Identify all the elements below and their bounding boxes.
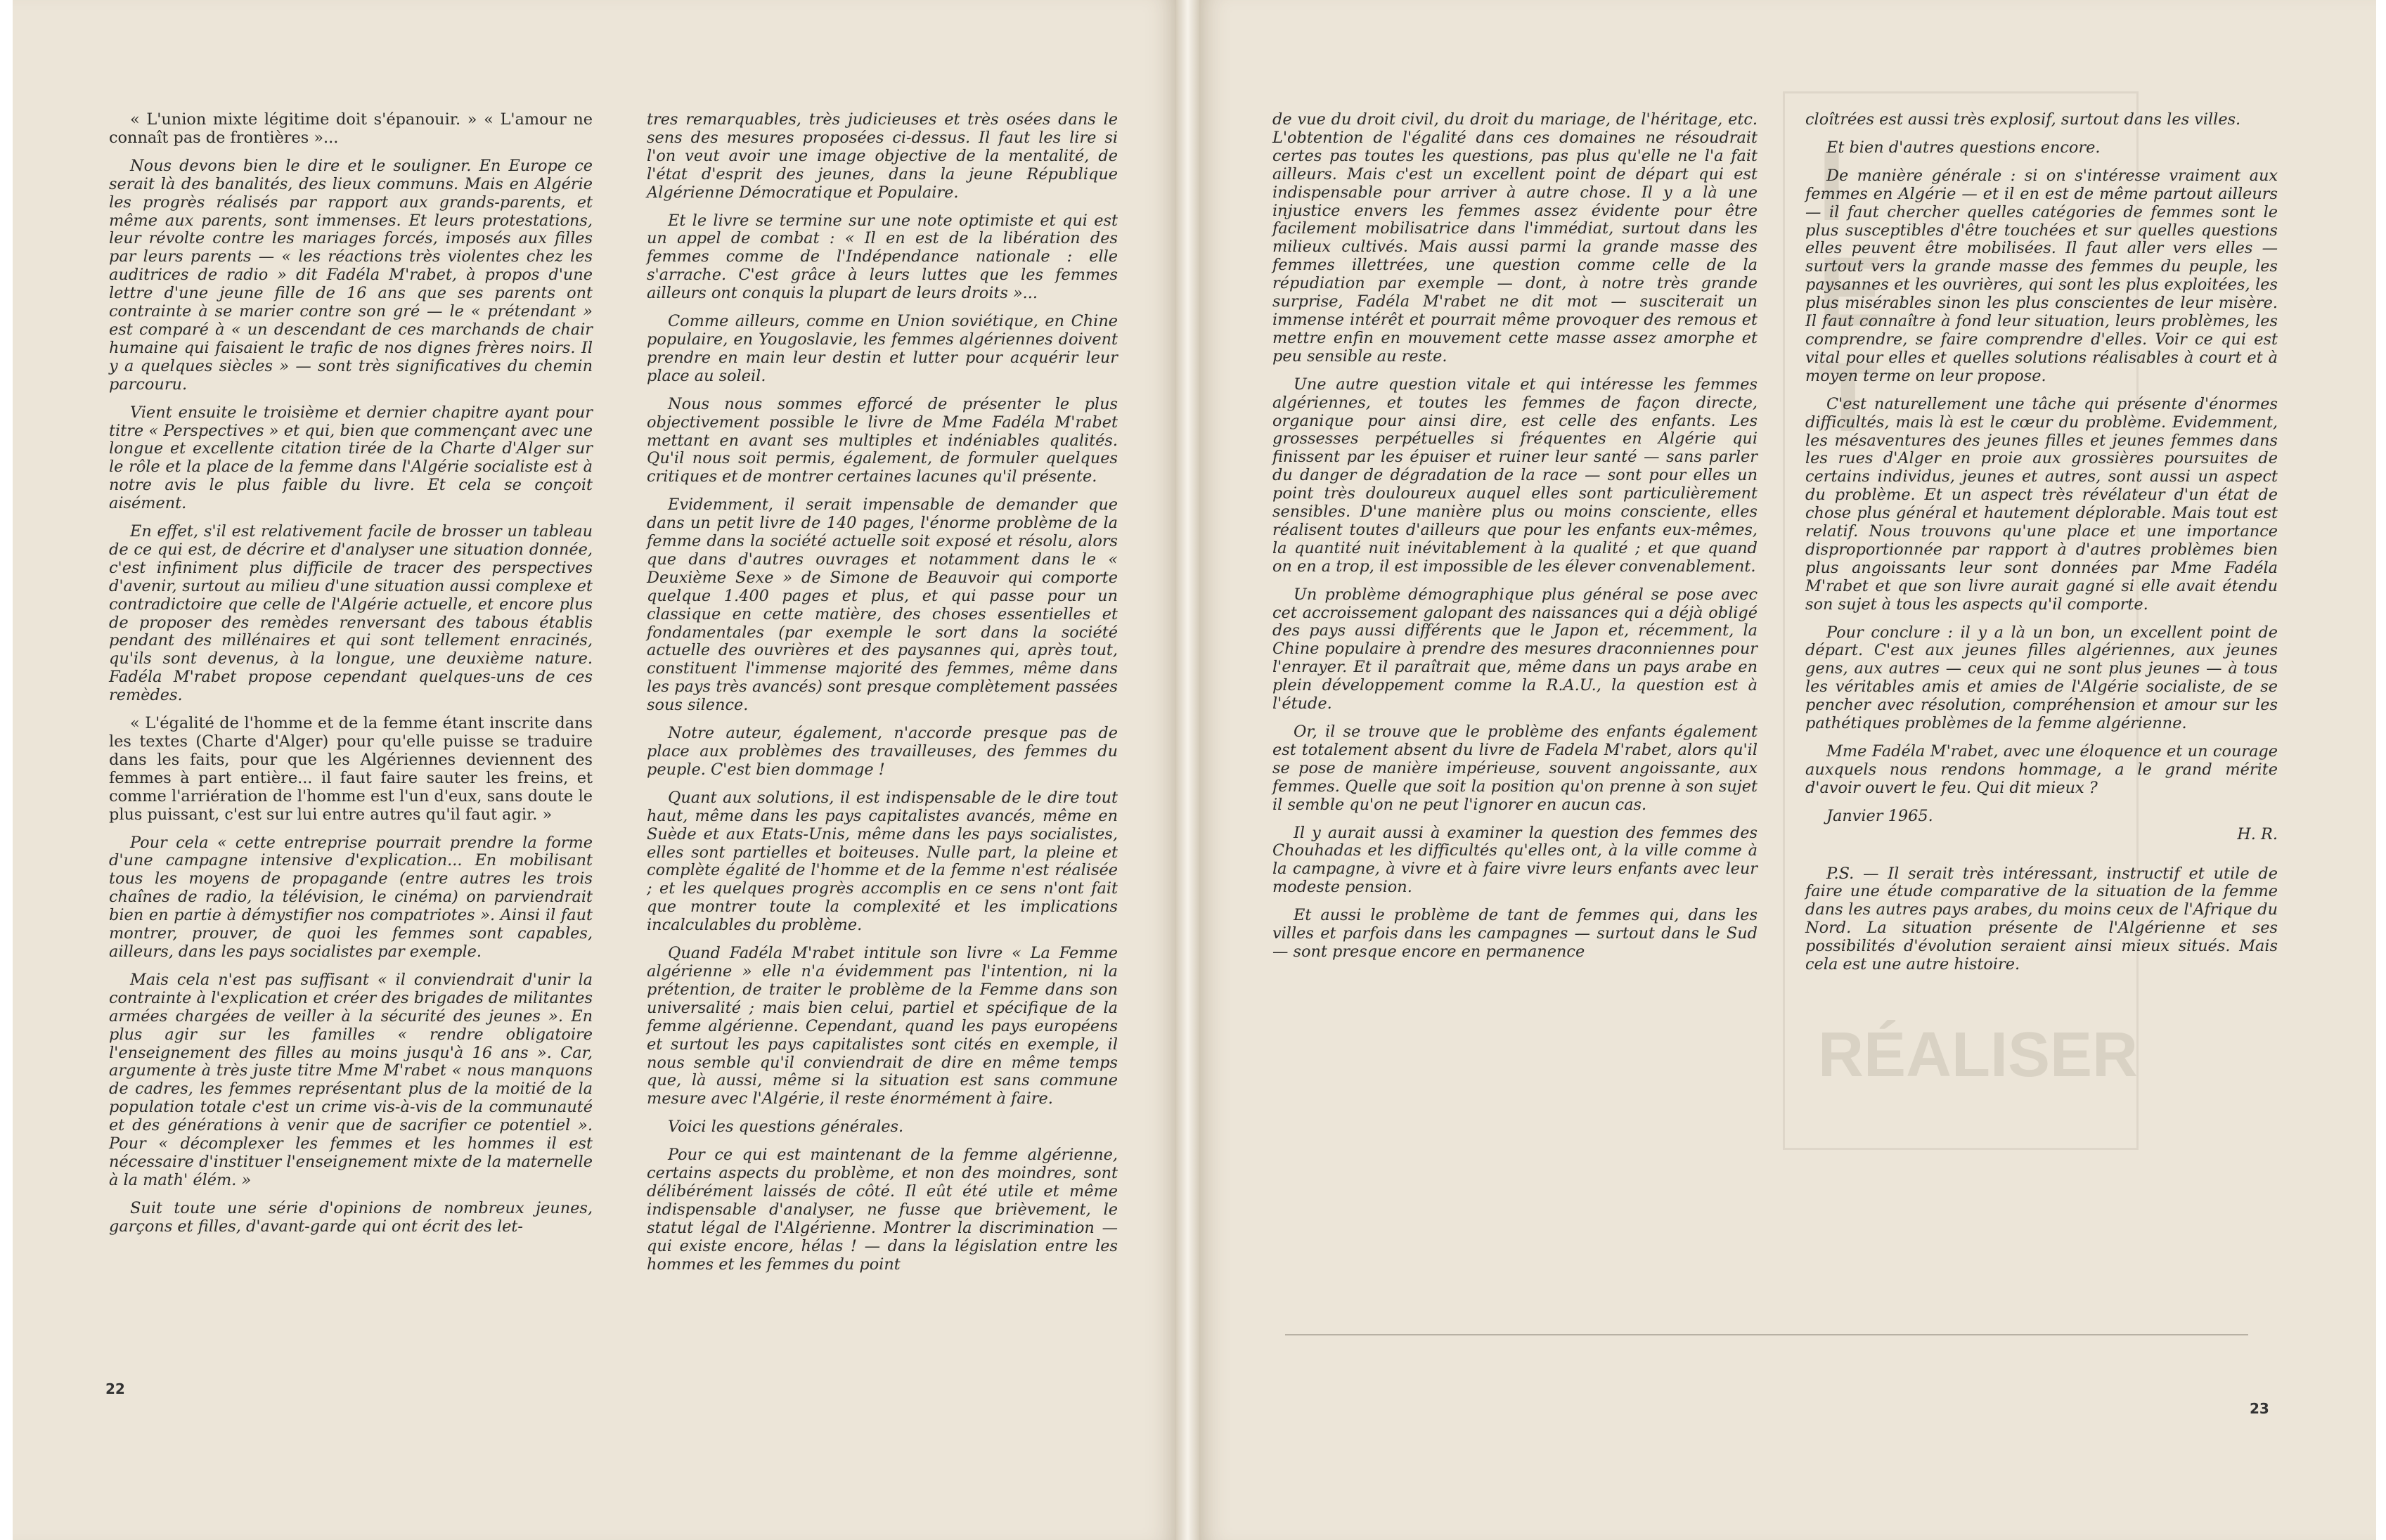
text-column-2 — [647, 111, 1118, 1283]
paragraph: De manière générale : si on s'intéresse vraiment aux femmes en Algérie — et il en est de même partout ailleurs — il faut chercher quelles catégories de femmes sont le plus susceptibles d'être touchées et sur quelles questions elles peuvent être mobilisées. Il faut aller vers elles — surtout vers la grande masse des femmes du peuple, les paysannes et les ouvrières, qui sont les plus exploitées, les plus misérables sinon les plus conscientes de leur misère. Il faut connaître à fond leur situation, leurs problèmes, les comprendre, se faire comprendre d'elles. Voir ce qui est vital pour elles et quelles solutions réalisables à court et à moyen terme on leur propose. — [1805, 166, 2278, 385]
paragraph: En effet, s'il est relativement facile de brosser un tableau de ce qui est, de décrire et d'analyser une situation donnée, c'est infiniment plus difficile de tracer des perspectives d'avenir, surtout au milieu d'une situation aussi complexe et contradictoire que celle de l'Algérie actuelle, et encore plus de proposer des remèdes renversant des tabous établis pendant des millénaires et qui sont tellement enracinés, qu'ils sont devenus, à la longue, une deuxième nature. Fadéla M'rabet propose cependant quelques-uns de ces remèdes. — [109, 522, 593, 705]
paragraph: Quand Fadéla M'rabet intitule son livre « La Femme algérienne » elle n'a évidemment pas l'intention, ni la prétention, de traiter le problème de la Femme dans son universalité ; mais bien celui, partiel et spécifique de la femme algérienne. Cependant, quand les pays européens et surtout les pays capitalistes sont cités en exemple, il nous semble qu'il conviendrait de dire en même temps que, là aussi, même si la situation est sans commune mesure avec l'Algérie, il reste énormément à faire. — [647, 944, 1118, 1108]
paragraph: Nous devons bien le dire et le souligner. En Europe ce serait là des banalités, des lieux communs. Mais en Algérie les progrès réalisés par rapport aux grands-parents, et même aux parents, sont immenses. Et leurs protestations, leur révolte contre les mariages forcés, imposés aux filles par leurs parents — « les réactions très violentes chez les auditrices de radio » dit Fadéla M'rabet, à propos d'une lettre d'une jeune fille de 16 ans que ses parents ont contrainte à se marier contre son gré — le « prétendant » est comparé à « un descendant de ces marchands de chair humaine qui faisaient le trafic de nos dignes frères noirs. Il y a quelques siècles » — sont très significatives du chemin parcouru. — [109, 156, 593, 394]
paragraph: Evidemment, il serait impensable de demander que dans un petit livre de 140 pages, l'énorme problème de la femme dans la société actuelle soit exposé et résolu, alors que dans d'autres ouvrages et notamment dans le « Deuxième Sexe » de Simone de Beauvoir qui comporte quelque 1.400 pages et plus, et qui passe pour un classique en cette matière, des choses essentielles et fondamentales (par exemple le sort dans la société actuelle des ouvrières et des paysannes qui, après tout, constituent l'immense majorité des femmes, même dans les pays très avancés) sont presque complètement passées sous silence. — [647, 496, 1118, 715]
paragraph: de vue du droit civil, du droit du mariage, de l'héritage, etc. L'obtention de l'égalité dans ces domaines ne résoudrait certes pas toutes les questions, pas plus qu'elle ne l'a fait ailleurs. Mais c'est un excellent point de départ qui est indispensable pour arriver à autre chose. Il y a là une injustice envers les femmes assez évidente pour être facilement mobilisatrice dans l'immédiat, surtout dans les milieux cultivés. Mais aussi parmi la grande masse des femmes illettrées, une question comme celle de la répudiation par exemple — dont, à notre très grande surprise, Fadéla M'rabet ne dit mot — susciterait un immense intérêt et pourrait même provoquer des remous et mettre enfin en mouvement cette masse assez amorphe et peu sensible au reste. — [1272, 110, 1758, 365]
show-through-text: I E T — [1818, 131, 1884, 452]
show-through-rule — [1285, 1334, 2248, 1335]
paragraph: Or, il se trouve que le problème des enfants également est totalement absent du livre de Fadela M'rabet, alors qu'il se pose de manière impérieuse, souvent angoissante, aux femmes. Quelle que soit la position qu'on prenne à son sujet il semble qu'on ne peut l'ignorer en aucun cas. — [1272, 723, 1758, 814]
paragraph: Nous nous sommes efforcé de présenter le plus objectivement possible le livre de Mme Fadéla M'rabet mettant en avant ses multiples et indéniables qualités. Qu'il nous soit permis, également, de formuler quelques critiques et de montrer certaines lacunes qu'il présente. — [647, 394, 1118, 486]
paragraph: Et le livre se termine sur une note optimiste et qui est un appel de combat : « Il en est de la libération des femmes comme de l'Indépendance nationale : elle s'arrache. C'est grâce à leurs luttes que les femmes ailleurs ont conquis la plupart de leurs droits »... — [647, 211, 1118, 303]
paragraph: Mme Fadéla M'rabet, avec une éloquence et un courage auxquels nous rendons hommage, a le grand mérite d'avoir ouvert le feu. Qui dit mieux ? — [1805, 742, 2278, 797]
paragraph: « L'union mixte légitime doit s'épanouir. » « L'amour ne connaît pas de frontières »... — [109, 110, 593, 147]
paragraph: Pour cela « cette entreprise pourrait prendre la forme d'une campagne intensive d'explication... En mobilisant tous les moyens de propagande (entre autres les trois chaînes de radio, la télévision, le cinéma) on parviendrait bien en partie à démystifier nos compatriotes ». Ainsi il faut montrer, prouver, de quoi les femmes sont capables, ailleurs, dans les pays socialistes par exemple. — [109, 833, 593, 961]
paragraph: H. R. — [2237, 824, 2278, 843]
paragraph: Comme ailleurs, comme en Union soviétique, en Chine populaire, en Yougoslavie, les femmes algériennes doivent prendre en main leur destin et lutter pour acquérir leur place au soleil. — [647, 312, 1118, 385]
paragraph: Mais cela n'est pas suffisant « il conviendrait d'unir la contrainte à l'explication et créer des brigades de militantes armées chargées de veiller à la sécurité des jeunes ». En plus agir sur les familles « rendre obligatoire l'enseignement des filles au moins jusqu'à 16 ans ». Car, argumente à très juste titre Mme M'rabet « nous manquons de cadres, les femmes représentant plus de la moitié de la population totale c'est un crime vis-à-vis de la communauté et des générations à venir que de sacrifier ce potentiel ». Pour « décomplexer les femmes et les hommes il est nécessaire d'instituer l'enseignement mixte de la maternelle à la math' élém. » — [109, 970, 593, 1189]
paragraph: C'est naturellement une tâche qui présente d'énormes difficultés, mais là est le cœur du problème. Evidemment, les mésaventures des jeunes filles et jeunes femmes dans les rues d'Alger en proie aux grossières poursuites de certains individus, jeunes et autres, sont aussi un aspect du problème. Et un aspect très révélateur d'un état de chose plus général et hautement déplorable. Mais tout est relatif. Nous trouvons qu'une place et une importance disproportionnée par rapport à d'autres problèmes bien plus angoissants leur sont données par Mme Fadéla M'rabet et que son livre aurait gagné si elle avait étendu son sujet à tous les aspects qu'il comporte. — [1805, 394, 2278, 614]
paragraph: cloîtrées est aussi très explosif, surtout dans les villes. — [1805, 110, 2241, 129]
paragraph: Vient ensuite le troisième et dernier chapitre ayant pour titre « Perspectives » et qui, bien que commençant avec une longue et excellente citation tirée de la Charte d'Alger sur le rôle et la place de la femme dans l'Algérie socialiste est à notre avis le plus faible du livre. Et cela se conçoit aisément. — [109, 403, 593, 513]
text-column-4 — [1805, 111, 2278, 984]
text-column-1 — [109, 111, 593, 1246]
book-spine — [1176, 0, 1199, 1540]
paragraph: Pour ce qui est maintenant de la femme algérienne, certains aspects du problème, et non des moindres, sont délibérément laissés de côté. Il eût été utile et même indispensable d'analyser, ne fusse que brièvement, le statut légal de l'Algérienne. Montrer la discrimination — qui existe encore, hélas ! — dans la législation entre les hommes et les femmes du point — [647, 1146, 1118, 1274]
paragraph: Une autre question vitale et qui intéresse les femmes algériennes, et toutes les femmes de façon directe, organique pour ainsi dire, est celle des enfants. Les grossesses perpétuelles si fréquentes en Algérie qui finissent par les épuiser et ruiner leur santé — sans parler du danger de dégradation de la race — sont pour elles un point très douloureux auquel elles sont particulièrement sensibles. D'une manière plus ou moins consciente, elles réalisent toutes d'ailleurs que pour les enfants eux-mêmes, la quantité nuit inévitablement à la qualité ; et que quand on en a trop, il est impossible de les élever convenablement. — [1272, 375, 1758, 576]
paragraph: Notre auteur, également, n'accorde presque pas de place aux problèmes des travailleuses, des femmes du peuple. C'est bien dommage ! — [647, 724, 1118, 779]
paragraph: Et bien d'autres questions encore. — [1826, 138, 2101, 157]
paragraph: Et aussi le problème de tant de femmes qui, dans les villes et parfois dans les campagnes — surtout dans le Sud — sont presque encore en permanence — [1272, 906, 1758, 961]
paragraph: tres remarquables, très judicieuses et très osées dans le sens des mesures proposées ci-dessus. Il faut les lire si l'on veut avoir une image objective de la mentalité, de l'état d'esprit des jeunes, dans la jeune République Algérienne Démocratique et Populaire. — [647, 110, 1118, 202]
paragraph: Suit toute une série d'opinions de nombreux jeunes, garçons et filles, d'avant-garde qui ont écrit des let- — [109, 1198, 593, 1236]
paragraph: Quant aux solutions, il est indispensable de le dire tout haut, même dans les pays capitalistes avancés, même en Suède et aux Etats-Unis, même dans les pays socialistes, elles sont partielles et boiteuses. Nulle part, la pleine et complète égalité de l'homme et de la femme n'est réalisée ; et les quelques progrès accomplis en ce sens n'ont fait que montrer toute la complexité et les implications incalculables du problème. — [647, 788, 1118, 935]
paragraph: Voici les questions générales. — [668, 1118, 904, 1137]
paragraph: Janvier 1965. — [1826, 806, 1933, 825]
paragraph: « L'égalité de l'homme et de la femme étant inscrite dans les textes (Charte d'Alger) pour qu'elle puisse se traduire dans les faits, pour que les Algériennes deviennent des femmes à part entière... il faut faire sauter les freins, et comme l'arriération de l'homme est l'un d'eux, sans doute le plus puissant, c'est sur lui entre autres qu'il faut agir. » — [109, 714, 593, 824]
paragraph: Un problème démographique plus général se pose avec cet accroissement galopant des naissances qui a déjà obligé des pays aussi différents que le Japon et, récemment, la Chine populaire à prendre des mesures draconniennes pour l'enrayer. Et il paraîtrait que, même dans un pays arabe en plein développement comme la R.A.U., la question est à l'étude. — [1272, 585, 1758, 713]
page-number-right: 23 — [2250, 1400, 2269, 1417]
paragraph: Pour conclure : il y a là un bon, un excellent point de départ. C'est aux jeunes filles algériennes, aux jeunes gens, aux autres — ceux qui ne sont plus jeunes — à tous les véritables amis et amies de l'Algérie socialiste, de se pencher avec résolution, compréhension et amour sur les pathétiques problèmes de la femme algérienne. — [1805, 623, 2278, 733]
page-number-left: 22 — [105, 1380, 125, 1397]
text-column-3 — [1272, 111, 1758, 971]
show-through-text: RÉALISER — [1818, 1020, 2139, 1090]
paragraph: Il y aurait aussi à examiner la question des femmes des Chouhadas et les difficultés qu'elles ont, à la ville comme à la campagne, à vivre et à faire vivre leurs enfants avec leur modeste pension. — [1272, 823, 1758, 897]
paragraph: P.S. — Il serait très intéressant, instructif et utile de faire une étude comparative de la situation de la femme dans les autres pays arabes, du moins ceux de l'Afrique du Nord. La situation présente de l'Algérienne et ses possibilités d'évolution seraient ainsi mieux situés. Mais cela est une autre histoire. — [1805, 864, 2278, 974]
